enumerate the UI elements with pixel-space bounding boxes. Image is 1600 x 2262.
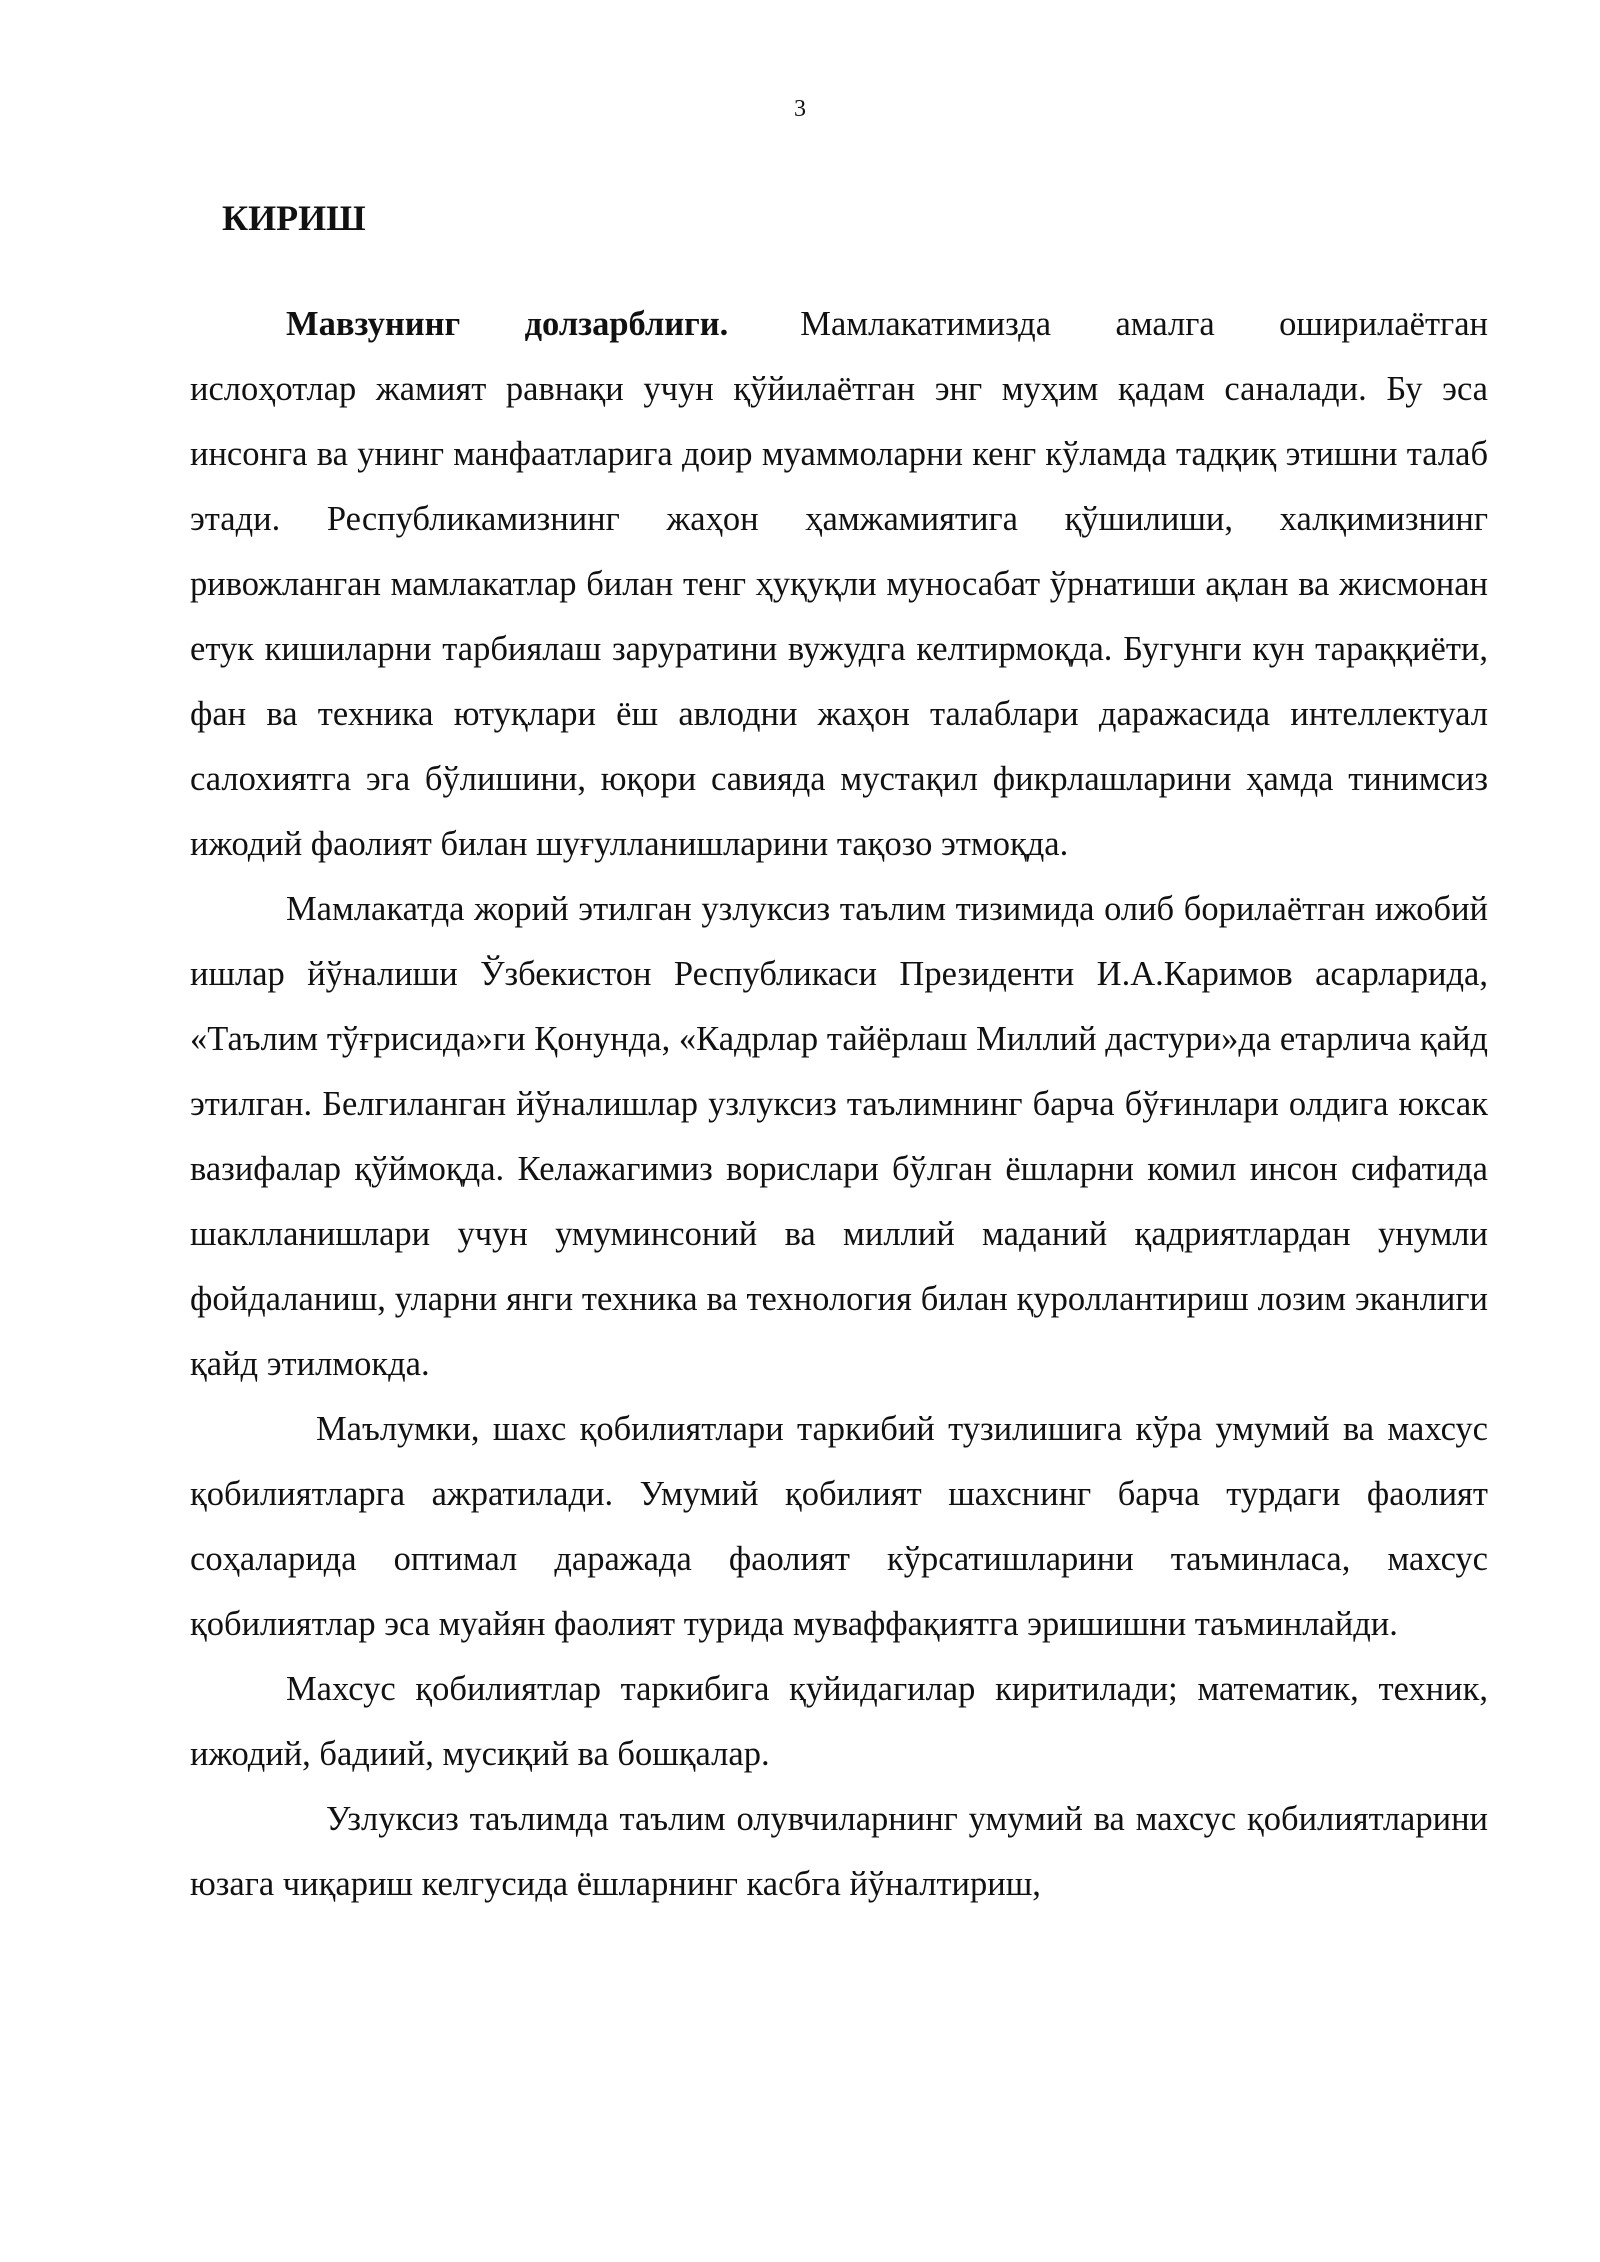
paragraph-lead: Мавзунинг долзарблиги. <box>286 305 729 343</box>
page-title: КИРИШ <box>222 198 366 238</box>
paragraph-text: Мамлакатимизда амалга оширилаётган ислоҳотлар жамият равнақи учун қўйилаётган энг муҳим қадам саналади. Бу эса инсонга ва унинг манфаатларига доир муаммоларни кенг кўламда тадқиқ этишни талаб этади. Республикамизнинг жаҳон ҳамжамиятига қўшилиши, халқимизнинг ривожланган мамлакатлар билан тенг ҳуқуқли муносабат ўрнатиши ақлан ва жисмонан етук кишиларни тарбиялаш заруратини вужудга келтирмоқда. Бугунги кун тараққиёти, фан ва техника ютуқлари ёш авлодни жаҳон талаблари даражасида интеллектуал салохиятга эга бўлишини, юқори савияда мустақил фикрлашларини ҳамда тинимсиз ижодий фаолият билан шуғулланишларини тақозо этмоқда. <box>190 305 1488 863</box>
paragraph-education-system: Мамлакатда жорий этилган узлуксиз таълим тизимида олиб борилаётган ижобий ишлар йўналиши Ўзбекистон Республикаси Президенти И.А.Каримов асарларида, «Таълим тўғрисида»ги Қонунда, «Кадрлар тайёрлаш Миллий дастури»да етарлича қайд этилган. Белгиланган йўналишлар узлуксиз таълимнинг барча бўғинлари олдига юксак вазифалар қўймоқда. Келажагимиз ворислари бўлган ёшларни комил инсон сифатида шаклланишлари учун умуминсоний ва миллий маданий қадриятлардан унумли фойдаланиш, уларни янги техника ва технология билан қуроллантириш лозим эканлиги қайд этилмокда. <box>190 890 1488 1383</box>
paragraph-relevance <box>190 292 1488 877</box>
page-number: 3 <box>794 96 806 122</box>
paragraph-continuous-education: Узлуксиз таълимда таълим олувчиларнинг умумий ва махсус қобилиятларини юзага чиқариш келгусида ёшларнинг касбга йўналтириш, <box>190 1800 1488 1903</box>
document-body <box>190 292 1488 1917</box>
paragraph-abilities: Маълумки, шахс қобилиятлари таркибий тузилишига кўра умумий ва махсус қобилиятларга ажратилади. Умумий қобилият шахснинг барча турдаги фаолият соҳаларида оптимал даражада фаолият кўрсатишларини таъминласа, махсус қобилиятлар эса муайян фаолият турида муваффақиятга эришишни таъминлайди. <box>190 1410 1488 1643</box>
paragraph-special-abilities: Махсус қобилиятлар таркибига қуйидагилар киритилади; математик, техник, ижодий, бадиий, мусиқий ва бошқалар. <box>190 1670 1488 1773</box>
